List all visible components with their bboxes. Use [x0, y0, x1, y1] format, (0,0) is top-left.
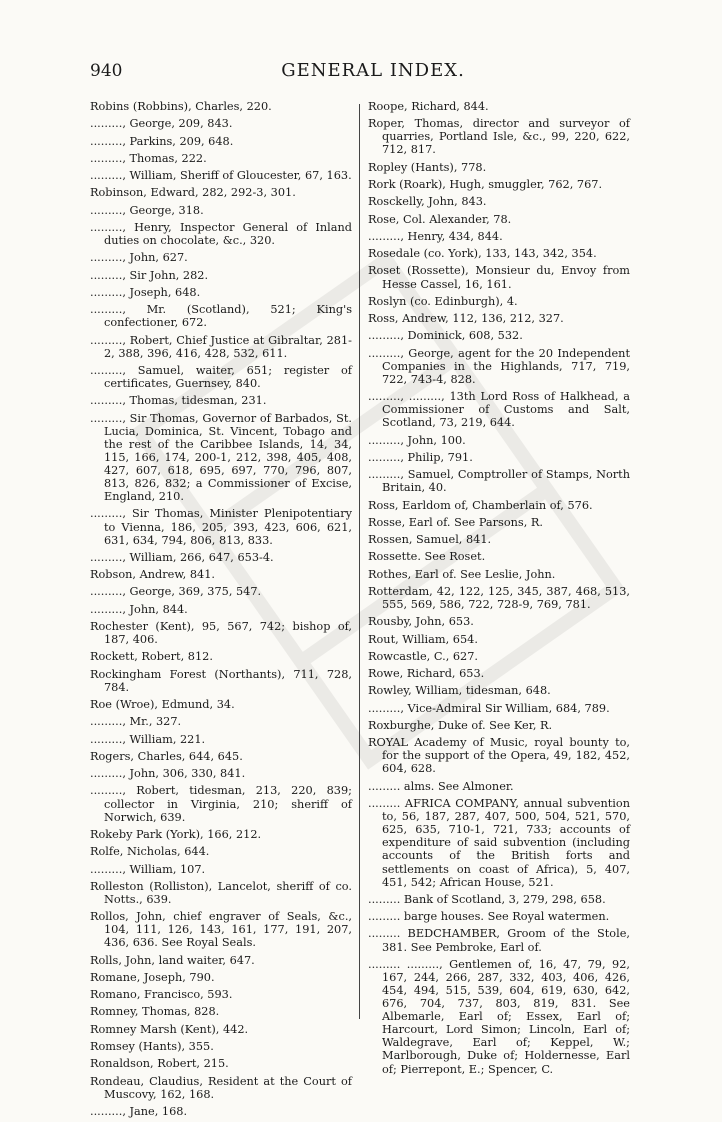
index-entry: ........., Sir Thomas, Governor of Barbados, St. Lucia, Dominica, St. Vincent, Tobago and the rest of the Caribbee Islands, 14, 34, 115, 166, 174, 200-1, 212, 398, 405, 408, 427, 607, 618, 695, 697, 770, 796, 807, 813, 826, 832; a Commissioner of Excise, England, 210.	[90, 411, 352, 504]
index-column-right	[368, 100, 630, 1080]
index-entry: ........., William, Sheriff of Gloucester, 67, 163.	[90, 169, 352, 183]
index-entry: ........., George, 318.	[90, 203, 204, 217]
index-entry: ........., Mr. (Scotland), 521; King's confectioner, 672.	[90, 303, 352, 330]
index-entry: ........., Henry, 434, 844.	[368, 229, 503, 243]
index-entry: Ropley (Hants), 778.	[368, 160, 487, 174]
index-entry: ........., Philip, 791.	[368, 450, 473, 464]
page-title: GENERAL INDEX.	[281, 60, 465, 81]
index-entry: ........., Henry, Inspector General of Inland duties on chocolate, &c., 320.	[90, 220, 352, 248]
index-entry: ......... ........., Gentlemen of, 16, 47, 79, 92, 167, 244, 266, 287, 332, 403, 406, 426, 454, 494, 515, 539, 604, 619, 630, 642, 676, 704, 737, 803, 819, 831. See Albemarle, Earl of; Essex, Earl of; Harcourt, Lord Simon; Lincoln, Earl of; Waldegrave, Earl of; Keppel, W.; Marlborough, Duke of; Holdernesse, Earl of; Pierrepont, E.; Spencer, C.	[368, 957, 630, 1076]
index-entry: Rowcastle, C., 627.	[368, 649, 479, 663]
index-entry: Rose, Col. Alexander, 78.	[368, 212, 512, 226]
index-entry: Rogers, Charles, 644, 645.	[90, 749, 243, 763]
index-entry: Rork (Roark), Hugh, smuggler, 762, 767.	[368, 178, 603, 192]
index-entry: ........., Jane, 168.	[90, 1104, 188, 1118]
index-entry: ........., Joseph, 648.	[90, 285, 201, 299]
index-entry: Rondeau, Claudius, Resident at the Court of Muscovy, 162, 168.	[90, 1074, 352, 1101]
index-entry: ........., Parkins, 209, 648.	[90, 134, 234, 148]
index-entry: ........., Dominick, 608, 532.	[368, 329, 523, 343]
index-entry: Romney Marsh (Kent), 442.	[90, 1022, 249, 1036]
index-entry: Rosse, Earl of. See Parsons, R.	[368, 515, 543, 529]
index-entry: Rousby, John, 653.	[368, 615, 474, 629]
index-entry: Rolls, John, land waiter, 647.	[90, 953, 255, 967]
index-entry: Robins (Robbins), Charles, 220.	[90, 100, 272, 113]
index-entry: Ross, Earldom of, Chamberlain of, 576.	[368, 498, 593, 512]
index-entry: Rollos, John, chief engraver of Seals, &c., 104, 111, 126, 143, 161, 177, 191, 207, 436, 636. See Royal Seals.	[90, 910, 352, 950]
index-entry: Rochester (Kent), 95, 567, 742; bishop of, 187, 406.	[90, 620, 352, 647]
index-entry: Rosedale (co. York), 133, 143, 342, 354.	[368, 247, 597, 261]
index-entry: Ronaldson, Robert, 215.	[90, 1057, 229, 1071]
index-entry: ......... BEDCHAMBER, Groom of the Stole, 381. See Pembroke, Earl of.	[368, 927, 630, 954]
index-entry: ........., John, 627.	[90, 251, 188, 265]
index-entry: Roope, Richard, 844.	[368, 100, 489, 113]
index-entry: Rossen, Samuel, 841.	[368, 533, 492, 547]
index-entry: Rothes, Earl of. See Leslie, John.	[368, 567, 556, 581]
index-entry: ........., George, 209, 843.	[90, 117, 233, 131]
index-entry: Rockett, Robert, 812.	[90, 650, 213, 664]
index-entry: ......... barge houses. See Royal watermen.	[368, 910, 610, 924]
index-entry: ........., Sir Thomas, Minister Plenipotentiary to Vienna, 186, 205, 393, 423, 606, 621, 631, 634, 794, 806, 813, 833.	[90, 507, 352, 547]
index-entry: Rokeby Park (York), 166, 212.	[90, 827, 262, 841]
index-entry: ........., John, 100.	[368, 433, 466, 447]
index-entry: Rolleston (Rolliston), Lancelot, sheriff of co. Notts., 639.	[90, 879, 352, 906]
index-entry: ........., George, agent for the 20 Independent Companies in the Highlands, 717, 719, 722, 743-4, 828.	[368, 346, 630, 386]
index-entry: Roset (Rossette), Monsieur du, Envoy from Hesse Cassel, 16, 161.	[368, 264, 630, 291]
index-entry: Rotterdam, 42, 122, 125, 345, 387, 468, 513, 555, 569, 586, 722, 728-9, 769, 781.	[368, 584, 630, 612]
index-entry: Roxburghe, Duke of. See Ker, R.	[368, 719, 553, 732]
index-entry: ......... AFRICA COMPANY, annual subvention to, 56, 187, 287, 407, 500, 504, 521, 570, 625, 635, 710-1, 721, 733; accounts of expenditure of said subvention (including accounts of the British forts and settlements on coast of Africa), 5, 407, 451, 542; African House, 521.	[368, 797, 630, 889]
index-entry: Romano, Francisco, 593.	[90, 988, 233, 1002]
index-entry: Rout, William, 654.	[368, 632, 478, 646]
index-entry: ........., John, 306, 330, 841.	[90, 767, 246, 781]
index-entry: Robinson, Edward, 282, 292-3, 301.	[90, 186, 296, 200]
index-entry: ......... alms. See Almoner.	[368, 779, 514, 793]
index-entry: ........., George, 369, 375, 547.	[90, 585, 262, 599]
index-entry: Romane, Joseph, 790.	[90, 970, 215, 984]
index-entry: ........., Samuel, Comptroller of Stamps, North Britain, 40.	[368, 468, 630, 495]
index-entry: Rowley, William, tidesman, 648.	[368, 684, 551, 698]
index-entry: Roslyn (co. Edinburgh), 4.	[368, 294, 518, 308]
index-entry: ........., Sir John, 282.	[90, 268, 209, 282]
index-entry: ........., William, 107.	[90, 862, 206, 876]
page-number: 940	[90, 61, 123, 81]
column-divider	[359, 104, 360, 1019]
index-entry: ........., Samuel, waiter, 651; register of certificates, Guernsey, 840.	[90, 363, 352, 391]
index-entry: ........., Mr., 327.	[90, 715, 182, 729]
index-entry: Rolfe, Nicholas, 644.	[90, 845, 210, 859]
index-entry: ........., Thomas, tidesman, 231.	[90, 394, 267, 408]
index-entry: ........., Thomas, 222.	[90, 151, 207, 165]
index-entry: ........., William, 266, 647, 653-4.	[90, 550, 274, 564]
index-entry: Roper, Thomas, director and surveyor of quarries, Portland Isle, &c., 99, 220, 622, 712, 817.	[368, 117, 630, 157]
index-entry: Rockingham Forest (Northants), 711, 728, 784.	[90, 667, 352, 694]
index-entry: ........., Robert, tidesman, 213, 220, 839; collector in Virginia, 210; sheriff of Norwich, 639.	[90, 784, 352, 824]
index-entry: ........., William, 221.	[90, 732, 206, 746]
index-entry: Ross, Andrew, 112, 136, 212, 327.	[368, 312, 564, 326]
index-entry: Robson, Andrew, 841.	[90, 568, 216, 582]
index-column-left	[90, 100, 352, 1122]
index-entry: ........., Vice-Admiral Sir William, 684, 789.	[368, 701, 610, 715]
index-entry: Romney, Thomas, 828.	[90, 1005, 220, 1019]
index-entry: ........., Robert, Chief Justice at Gibraltar, 281-2, 388, 396, 416, 428, 532, 611.	[90, 333, 352, 360]
index-entry: ........., John, 844.	[90, 602, 188, 616]
index-entry: ROYAL Academy of Music, royal bounty to, for the support of the Opera, 49, 182, 452, 604, 628.	[368, 736, 630, 776]
index-entry: Roe (Wroe), Edmund, 34.	[90, 698, 235, 712]
index-entry: Rowe, Richard, 653.	[368, 667, 485, 681]
index-entry: ........., ........., 13th Lord Ross of Halkhead, a Commissioner of Customs and Salt, Scotland, 73, 219, 644.	[368, 390, 630, 430]
index-entry: Romsey (Hants), 355.	[90, 1040, 214, 1054]
index-entry: ......... Bank of Scotland, 3, 279, 298, 658.	[368, 892, 606, 906]
index-entry: Rosckelly, John, 843.	[368, 195, 487, 209]
index-entry: Rossette. See Roset.	[368, 550, 486, 564]
